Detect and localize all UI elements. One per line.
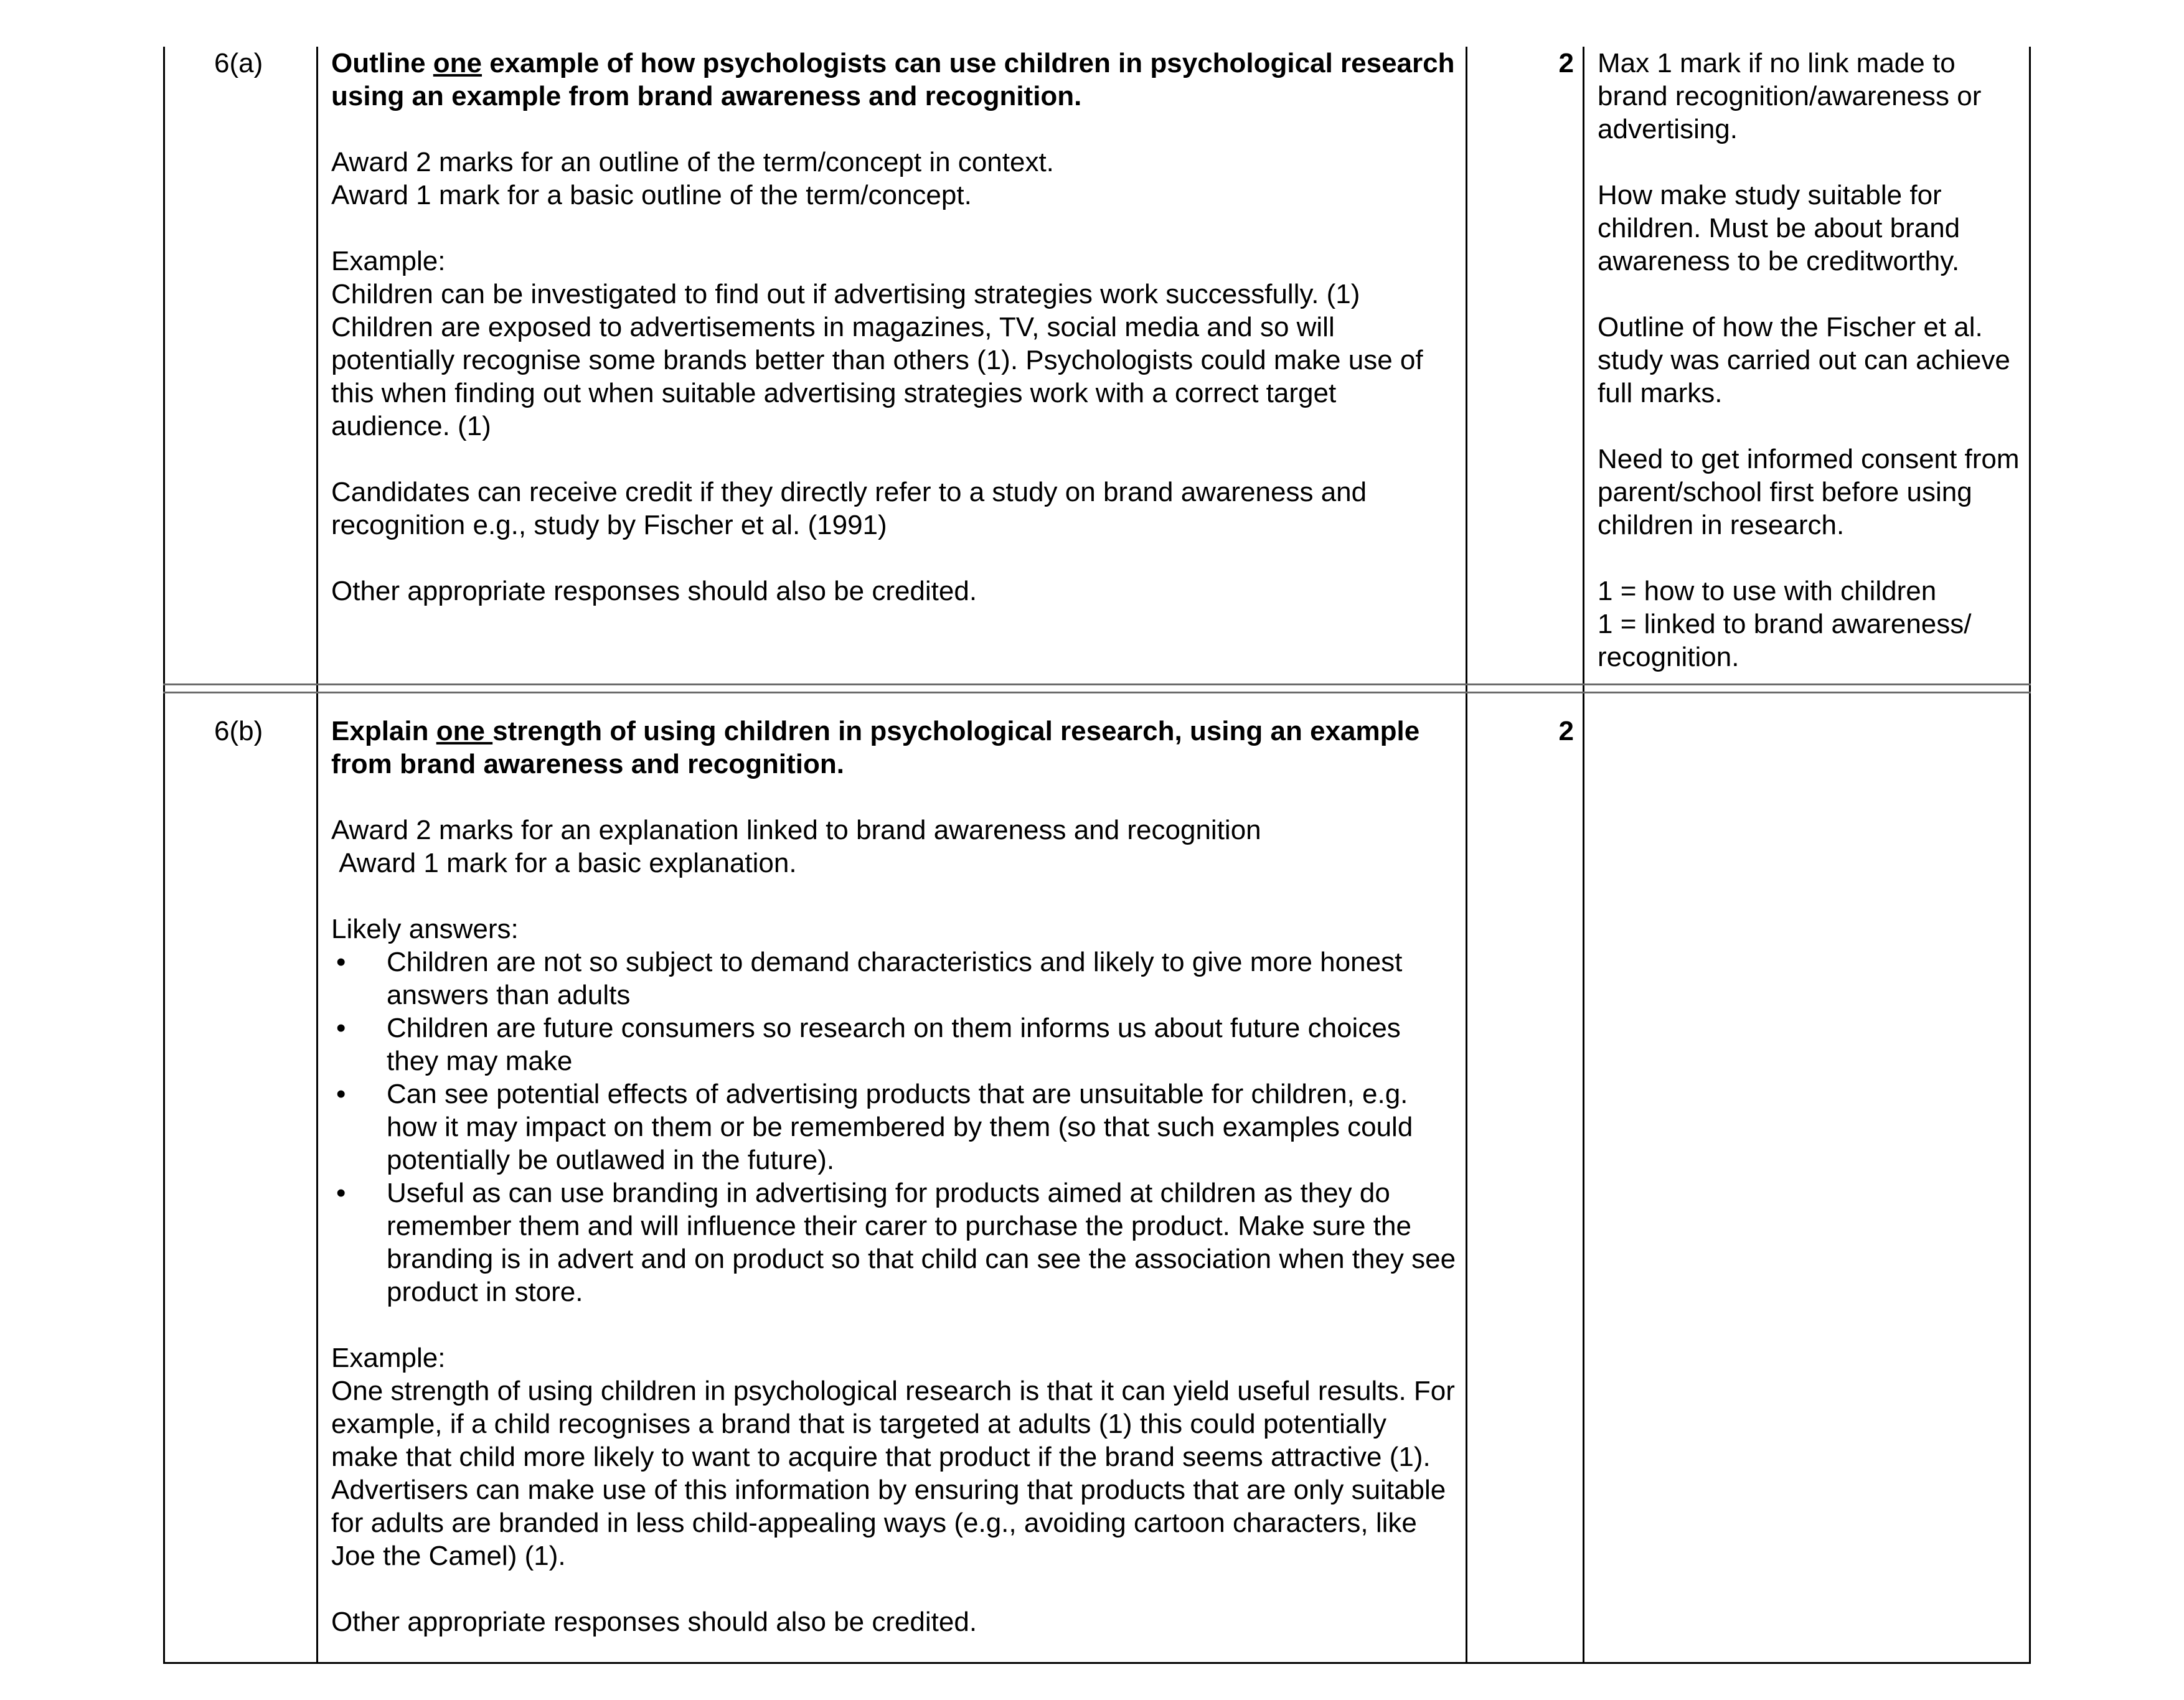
example-heading-6b: Example: bbox=[331, 1343, 446, 1373]
award-line-2-6b: Award 1 mark for a basic explanation. bbox=[331, 848, 797, 878]
list-item: • Children are future consumers so research on them informs us about future choices they may make bbox=[336, 1013, 1401, 1076]
guidance-note-4-6a: Need to get informed consent from parent/school first before using children in research. bbox=[1598, 444, 2027, 540]
bullet-icon: • bbox=[336, 1079, 346, 1109]
list-item: • Can see potential effects of advertising products that are unsuitable for children, e.g. how it may impact on them or be remembered by them (so that such examples could potentially be outlawed in the future). bbox=[336, 1079, 1413, 1175]
guidance-note-3-6a: Outline of how the Fischer et al. study was carried out can achieve full marks. bbox=[1598, 312, 2018, 408]
guidance-note-2-6a: How make study suitable for children. Must be about brand awareness to be creditworthy. bbox=[1598, 180, 1968, 276]
bullet-icon: • bbox=[336, 947, 346, 977]
list-item: • Useful as can use branding in advertising for products aimed at children as they do remember them and will influence their carer to purchase the product. Make sure the branding is in advert and on product so that child can see the association when they see product in store. bbox=[336, 1178, 1456, 1307]
column-divider-question bbox=[316, 47, 318, 1664]
likely-answers-list-6b bbox=[331, 946, 1458, 1308]
answer-cell-6a bbox=[331, 47, 1462, 608]
example-text-6a: Children can be investigated to find out if advertising strategies work successfully. (1) Children are exposed to advertisements in magazines, TV, social media and so will potentially recognise some brands better than others (1). Psychologists could make use of this when finding out when suitable advertising strategies work with a correct target audience. (1) bbox=[331, 279, 1431, 441]
likely-answers-heading-6b: Likely answers: bbox=[331, 914, 519, 944]
marks-6b: 2 bbox=[1558, 716, 1574, 746]
guidance-note-5-6a: 1 = how to use with children 1 = linked to brand awareness/ recognition. bbox=[1598, 576, 1972, 672]
award-line-1-6a: Award 2 marks for an outline of the term/concept in context. bbox=[331, 147, 1054, 177]
example-heading-6a: Example: bbox=[331, 246, 446, 276]
table-border-left bbox=[163, 47, 165, 1664]
answer-cell-6b bbox=[331, 715, 1463, 1638]
bullet-icon: • bbox=[336, 1178, 346, 1208]
award-line-2-6a: Award 1 mark for a basic outline of the term/concept. bbox=[331, 180, 972, 210]
column-divider-marks bbox=[1583, 47, 1584, 1664]
other-responses-6a: Other appropriate responses should also be credited. bbox=[331, 576, 977, 606]
other-responses-6b: Other appropriate responses should also be credited. bbox=[331, 1607, 977, 1637]
question-number-6b: 6(b) bbox=[214, 716, 263, 746]
column-divider-answer bbox=[1466, 47, 1467, 1664]
table-border-bottom bbox=[163, 1662, 2031, 1664]
row-separator-top bbox=[163, 683, 2031, 685]
question-number-6a: 6(a) bbox=[214, 48, 263, 78]
guidance-cell-6a bbox=[1598, 47, 2027, 674]
bullet-icon: • bbox=[336, 1013, 346, 1043]
award-line-1-6b: Award 2 marks for an explanation linked to brand awareness and recognition bbox=[331, 815, 1261, 845]
example-text-6b: One strength of using children in psychological research is that it can yield useful results. For example, if a child recognises a brand that is targeted at adults (1) this could potentially make that child more likely to want to acquire that product if the brand seems attractive (1). Advertisers can make use of this information by ensuring that products that are only suitable for adults are branded in less child-appealing ways (e.g., avoiding cartoon characters, like Joe the Camel) (1). bbox=[331, 1376, 1463, 1571]
marks-6a: 2 bbox=[1558, 48, 1574, 78]
question-prompt-6a: Outline one example of how psychologists can use children in psychological research using an example from brand awareness and recognition. bbox=[331, 48, 1462, 111]
question-prompt-6b: Explain one strength of using children in psychological research, using an example from brand awareness and recognition. bbox=[331, 716, 1428, 779]
row-separator-bottom bbox=[163, 692, 2031, 693]
list-item: • Children are not so subject to demand characteristics and likely to give more honest answers than adults bbox=[336, 947, 1403, 1010]
table-border-right bbox=[2029, 47, 2031, 1664]
credit-note-6a: Candidates can receive credit if they directly refer to a study on brand awareness and recognition e.g., study by Fischer et al. (1991) bbox=[331, 477, 1375, 540]
guidance-note-1-6a: Max 1 mark if no link made to brand recognition/awareness or advertising. bbox=[1598, 48, 1989, 144]
